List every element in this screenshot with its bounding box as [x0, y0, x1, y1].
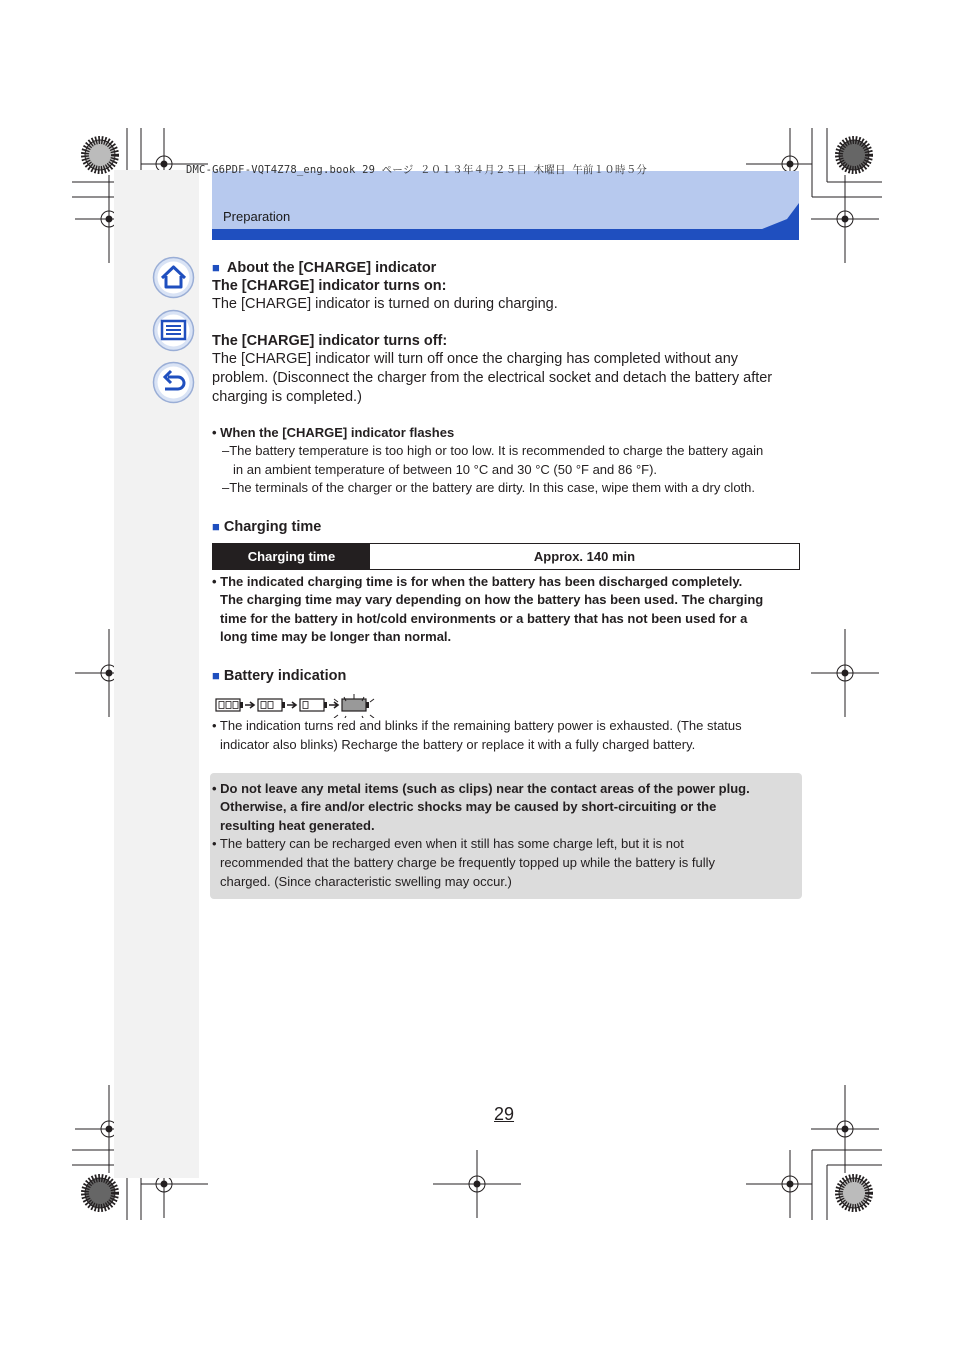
charge-indicator-heading: ■ About the [CHARGE] indicator: [212, 260, 437, 276]
back-button[interactable]: [152, 361, 195, 404]
caution-line-1: • The battery can be recharged even when it still has some charge left, but it is not: [212, 836, 684, 851]
flash-title: • When the [CHARGE] indicator flashes: [212, 425, 455, 440]
home-button[interactable]: [152, 256, 195, 299]
turns-off-title: The [CHARGE] indicator turns off:: [212, 333, 448, 349]
table-header-cell: Charging time: [213, 544, 370, 569]
turns-off-text-3: charging is completed.): [212, 389, 362, 405]
flash-item-1-cont: in an ambient temperature of between 10 °C and 30 °C (50 °F and 86 °F).: [233, 462, 658, 477]
square-marker-icon: ■: [212, 260, 220, 275]
battery-note-line-2: indicator also blinks) Recharge the battery or replace it with a fully charged battery.: [220, 737, 696, 752]
battery-level-icon: [300, 699, 327, 711]
turns-on-title: The [CHARGE] indicator turns on:: [212, 278, 447, 294]
print-info: DMC-G6PDF-VQT4Z78_eng.book 29 ページ ２０１３年４月２５日 木曜日 午前１０時５分: [186, 164, 648, 176]
arrow-right-icon: [245, 702, 254, 708]
menu-list-icon: [152, 309, 195, 352]
home-icon: [152, 256, 195, 299]
charging-note-line-3: time for the battery in hot/cold environments or a battery that has not been used for a: [220, 611, 748, 626]
caution-bold-line-3: resulting heat generated.: [220, 818, 375, 833]
charging-note-line-1: • The indicated charging time is for when the battery has been discharged completely.: [212, 574, 743, 589]
header-bar: [212, 171, 799, 240]
charging-note-line-2: The charging time may vary depending on how the battery has been used. The charging: [220, 592, 764, 607]
charging-note-line-4: long time may be longer than normal.: [220, 629, 452, 644]
turns-off-text-1: The [CHARGE] indicator will turn off once the charging has completed without any: [212, 351, 739, 367]
caution-bold-line-2: Otherwise, a fire and/or electric shocks may be caused by short-circuiting or the: [220, 799, 717, 814]
battery-note-line-1: • The indication turns red and blinks if the remaining battery power is exhausted. (The status: [212, 718, 742, 733]
caution-line-2: recommended that the battery charge be frequently topped up while the battery is fully: [220, 855, 716, 870]
charging-time-table: [212, 543, 800, 570]
caution-bold-line-1: • Do not leave any metal items (such as clips) near the contact areas of the power plug.: [212, 781, 750, 796]
caution-line-3: charged. (Since characteristic swelling may occur.): [220, 874, 512, 889]
battery-level-icon: [258, 699, 285, 711]
square-marker-icon: ■: [212, 519, 220, 534]
section-label: Preparation: [223, 209, 291, 224]
table-value-cell: Approx. 140 min: [533, 549, 636, 564]
battery-indication-heading: ■ Battery indication: [212, 668, 347, 684]
menu-button[interactable]: [152, 309, 195, 352]
battery-level-icon: [216, 699, 243, 711]
page-number: 29: [494, 1104, 515, 1124]
back-arrow-icon: [152, 361, 195, 404]
flash-item-2: –The terminals of the charger or the battery are dirty. In this case, wipe them with a dry cloth.: [222, 480, 755, 495]
battery-level-sequence: [214, 692, 386, 718]
arrow-right-icon: [287, 702, 296, 708]
charging-time-heading: ■ Charging time: [212, 519, 322, 535]
arrow-right-icon: [329, 702, 338, 708]
battery-level-icon: [334, 694, 374, 718]
turns-on-text: The [CHARGE] indicator is turned on during charging.: [212, 296, 558, 312]
flash-item-1: –The battery temperature is too high or too low. It is recommended to charge the battery again: [222, 443, 764, 458]
turns-off-text-2: problem. (Disconnect the charger from the electrical socket and detach the battery after: [212, 370, 773, 386]
square-marker-icon: ■: [212, 668, 220, 683]
